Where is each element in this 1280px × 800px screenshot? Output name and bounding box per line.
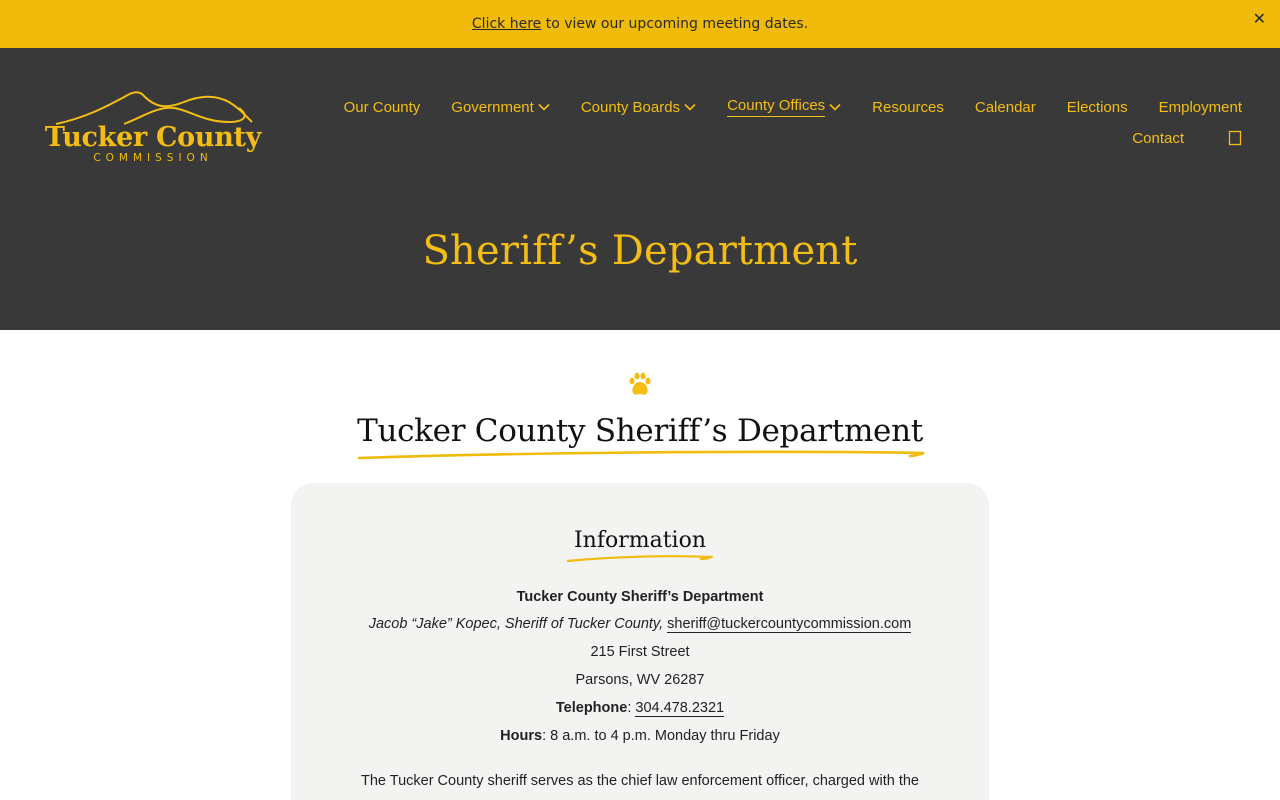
info-card bbox=[291, 483, 989, 800]
card-title: Information bbox=[573, 528, 707, 553]
city-address: Parsons, WV 26287 bbox=[575, 672, 705, 688]
logo-subtitle: COMMISSION bbox=[93, 152, 213, 164]
nav-label: Our County bbox=[343, 98, 421, 116]
page-title: Sheriff’s Department bbox=[422, 228, 858, 274]
nav-label: Employment bbox=[1158, 98, 1242, 116]
chevron-down-icon bbox=[829, 101, 841, 113]
site-logo[interactable] bbox=[44, 88, 262, 164]
email-link[interactable]: sheriff@tuckercountycommission.com bbox=[667, 616, 912, 632]
department-name: Tucker County Sheriff’s Department bbox=[516, 589, 764, 605]
card-title-underline bbox=[567, 553, 713, 565]
nav-government[interactable] bbox=[451, 99, 550, 116]
hours-label: Hours bbox=[500, 728, 543, 744]
title-underline bbox=[358, 448, 928, 462]
nav-row-2 bbox=[282, 126, 1242, 150]
nav-employment[interactable] bbox=[1159, 99, 1242, 116]
nav-label: County Boards bbox=[580, 98, 681, 116]
section-title: Tucker County Sheriff’s Department bbox=[357, 413, 923, 449]
paw-icon bbox=[626, 371, 654, 399]
site-header bbox=[0, 48, 1280, 330]
sheriff-name: Jacob “Jake” Kopec, Sheriff of Tucker County, bbox=[368, 616, 668, 632]
nav-label: County Offices bbox=[727, 97, 825, 117]
main-nav bbox=[282, 95, 1242, 150]
nav-contact[interactable] bbox=[1132, 130, 1184, 147]
chevron-down-icon bbox=[684, 101, 696, 113]
telephone-line: Telephone: 304.478.2321 bbox=[555, 700, 725, 716]
street-address: 215 First Street bbox=[590, 644, 690, 660]
sheriff-line bbox=[291, 616, 989, 632]
nav-calendar[interactable] bbox=[975, 99, 1036, 116]
search-icon[interactable] bbox=[1228, 130, 1242, 146]
nav-county-boards[interactable] bbox=[581, 99, 696, 116]
meeting-dates-link[interactable]: Click here bbox=[471, 16, 542, 32]
nav-label: Resources bbox=[872, 98, 944, 116]
close-icon[interactable]: ✕ bbox=[1252, 9, 1266, 28]
nav-elections[interactable] bbox=[1067, 99, 1128, 116]
hours-value: 8 a.m. to 4 p.m. Monday thru Friday bbox=[546, 728, 780, 744]
nav-row-1 bbox=[282, 95, 1242, 119]
nav-label: Contact bbox=[1132, 129, 1184, 147]
nav-county-offices[interactable] bbox=[727, 97, 841, 117]
chevron-down-icon bbox=[538, 101, 550, 113]
nav-resources[interactable] bbox=[872, 99, 944, 116]
phone-link[interactable]: 304.478.2321 bbox=[635, 700, 725, 716]
announcement-text-wrap bbox=[472, 16, 808, 32]
nav-label: Calendar bbox=[974, 98, 1036, 116]
hours-line: Hours: 8 a.m. to 4 p.m. Monday thru Friday bbox=[500, 728, 780, 744]
nav-label: Elections bbox=[1066, 98, 1128, 116]
nav-our-county[interactable] bbox=[344, 99, 421, 116]
nav-label: Government bbox=[451, 98, 534, 116]
logo-title: Tucker County bbox=[44, 122, 262, 153]
description-paragraph: The Tucker County sheriff serves as the chief law enforcement officer, charged with the bbox=[361, 773, 919, 789]
announcement-bar bbox=[0, 0, 1280, 48]
telephone-label: Telephone bbox=[555, 700, 628, 716]
announcement-text: to view our upcoming meeting dates. bbox=[541, 16, 809, 32]
